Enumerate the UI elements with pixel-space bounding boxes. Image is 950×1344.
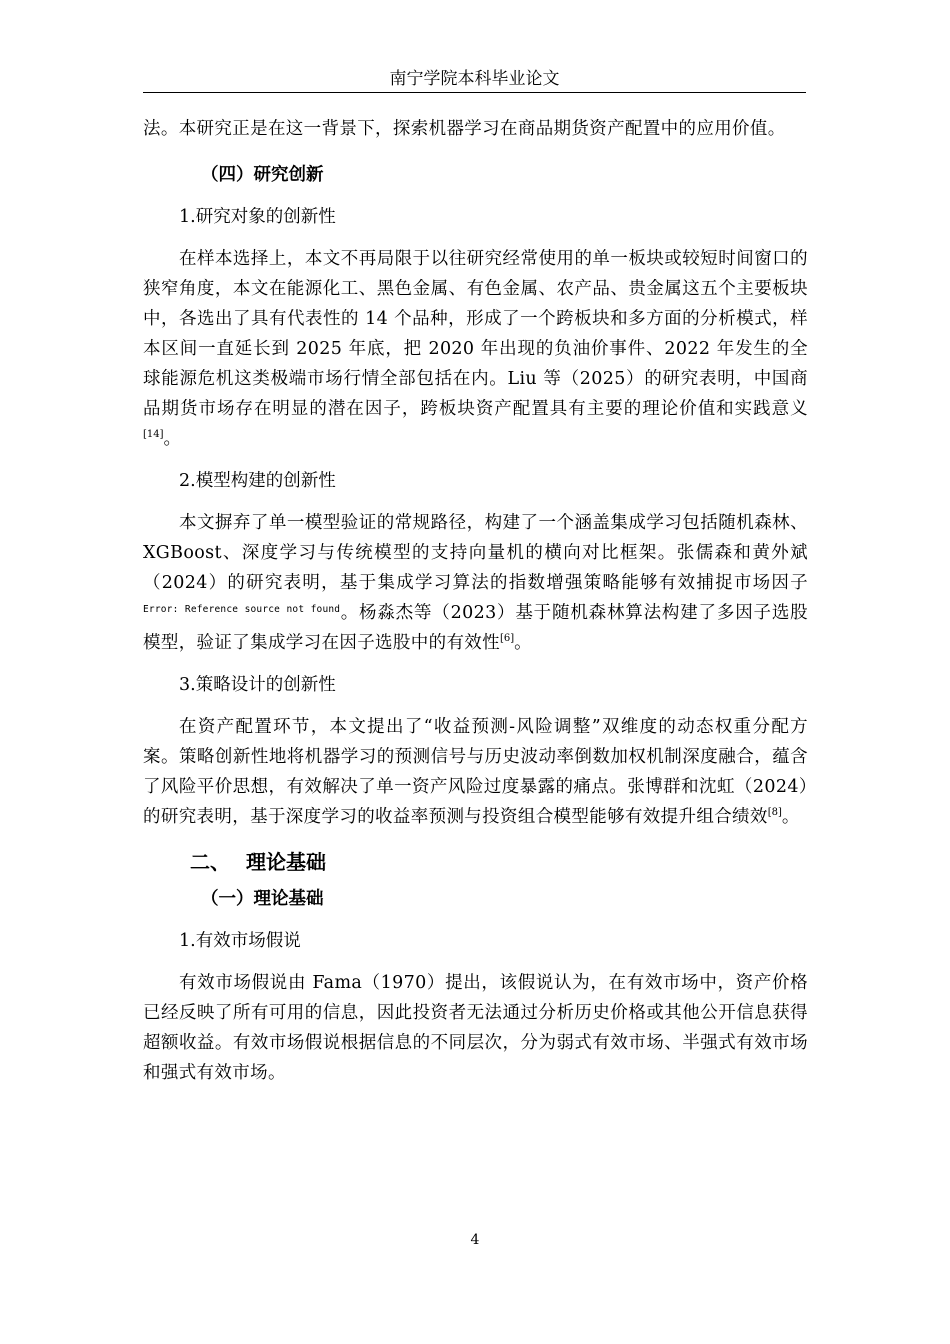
paragraph-text: 在样本选择上，本文不再局限于以往研究经常使用的单一板块或较短时间窗口的狭窄角度，本文在能源化工、黑色金属、有色金属、农产品、贵金属这五个主要板块中，各选出了具有代表性的 14 个品种，形成了一个跨板块和多方面的分析模式，样本区间一直延长到 2025 年底，把 2020 年出现的负油价事件、2022 年发生的全球能源危机这类极端市场行情全部包括在内。Liu 等（2025）的研究表明，中国商品期货市场存在明显的潜在因子，跨板块资产配置具有主要的理论价值和实践意义 — [143, 249, 808, 419]
paragraph-text: 在资产配置环节，本文提出了“收益预测-风险调整”双维度的动态权重分配方案。策略创新性地将机器学习的预测信号与历史波动率倒数加权机制深度融合，蕴含了风险平价思想，有效解决了单一资产风险过度暴露的痛点。张博群和沈虹（2024）的研究表明，基于深度学习的收益率预测与投资组合模型能够有效提升组合绩效 — [143, 717, 808, 827]
paragraph-efficient-market: 有效市场假说由 Fama（1970）提出，该假说认为，在有效市场中，资产价格已经反映了所有可用的信息，因此投资者无法通过分析历史价格或其他公开信息获得超额收益。有效市场假说根据信息的不同层次，分为弱式有效市场、半强式有效市场和强式有效市场。 — [143, 973, 808, 1083]
paragraph-research-object — [143, 244, 808, 454]
subheading-efficient-market: 1.有效市场假说 — [179, 931, 301, 951]
chapter-heading-theory — [143, 846, 808, 878]
page-number: 4 — [470, 1232, 480, 1248]
section-heading-research-innovation: （四）研究创新 — [201, 165, 324, 185]
paragraph-end: 。 — [781, 807, 800, 827]
chapter-title: 理论基础 — [246, 850, 326, 874]
section-heading-theory-basis: （一）理论基础 — [201, 889, 324, 909]
reference-error: Error: Reference source not found — [143, 604, 341, 615]
paragraph-end: 。 — [163, 429, 182, 449]
paragraph-model-construction — [143, 508, 808, 658]
intro-paragraph: 法。本研究正是在这一背景下，探索机器学习在商品期货资产配置中的应用价值。 — [143, 119, 786, 139]
citation-ref: [6] — [500, 633, 515, 644]
page-body — [143, 114, 808, 1088]
citation-ref: [8] — [767, 807, 782, 818]
subheading-strategy-design: 3.策略设计的创新性 — [179, 675, 336, 695]
citation-ref: [14] — [143, 429, 164, 440]
paragraph-strategy-design — [143, 712, 808, 832]
paragraph-text-b: 。杨淼杰等（2023）基于随机森林算法构建了多因子选股模型，验证了集成学习在因子选股中的有效性 — [143, 603, 809, 653]
chapter-number: 二、 — [190, 850, 230, 874]
running-header: 南宁学院本科毕业论文 — [389, 69, 560, 89]
subheading-model-construction: 2.模型构建的创新性 — [179, 471, 336, 491]
subheading-research-object: 1.研究对象的创新性 — [179, 207, 336, 227]
header-rule — [143, 92, 806, 93]
paragraph-text-a: 本文摒弃了单一模型验证的常规路径，构建了一个涵盖集成学习包括随机森林、XGBoost、深度学习与传统模型的支持向量机的横向对比框架。张儒森和黄外斌（2024）的研究表明，基于集成学习算法的指数增强策略能够有效捕捉市场因子 — [143, 513, 808, 593]
paragraph-end: 。 — [514, 633, 533, 653]
